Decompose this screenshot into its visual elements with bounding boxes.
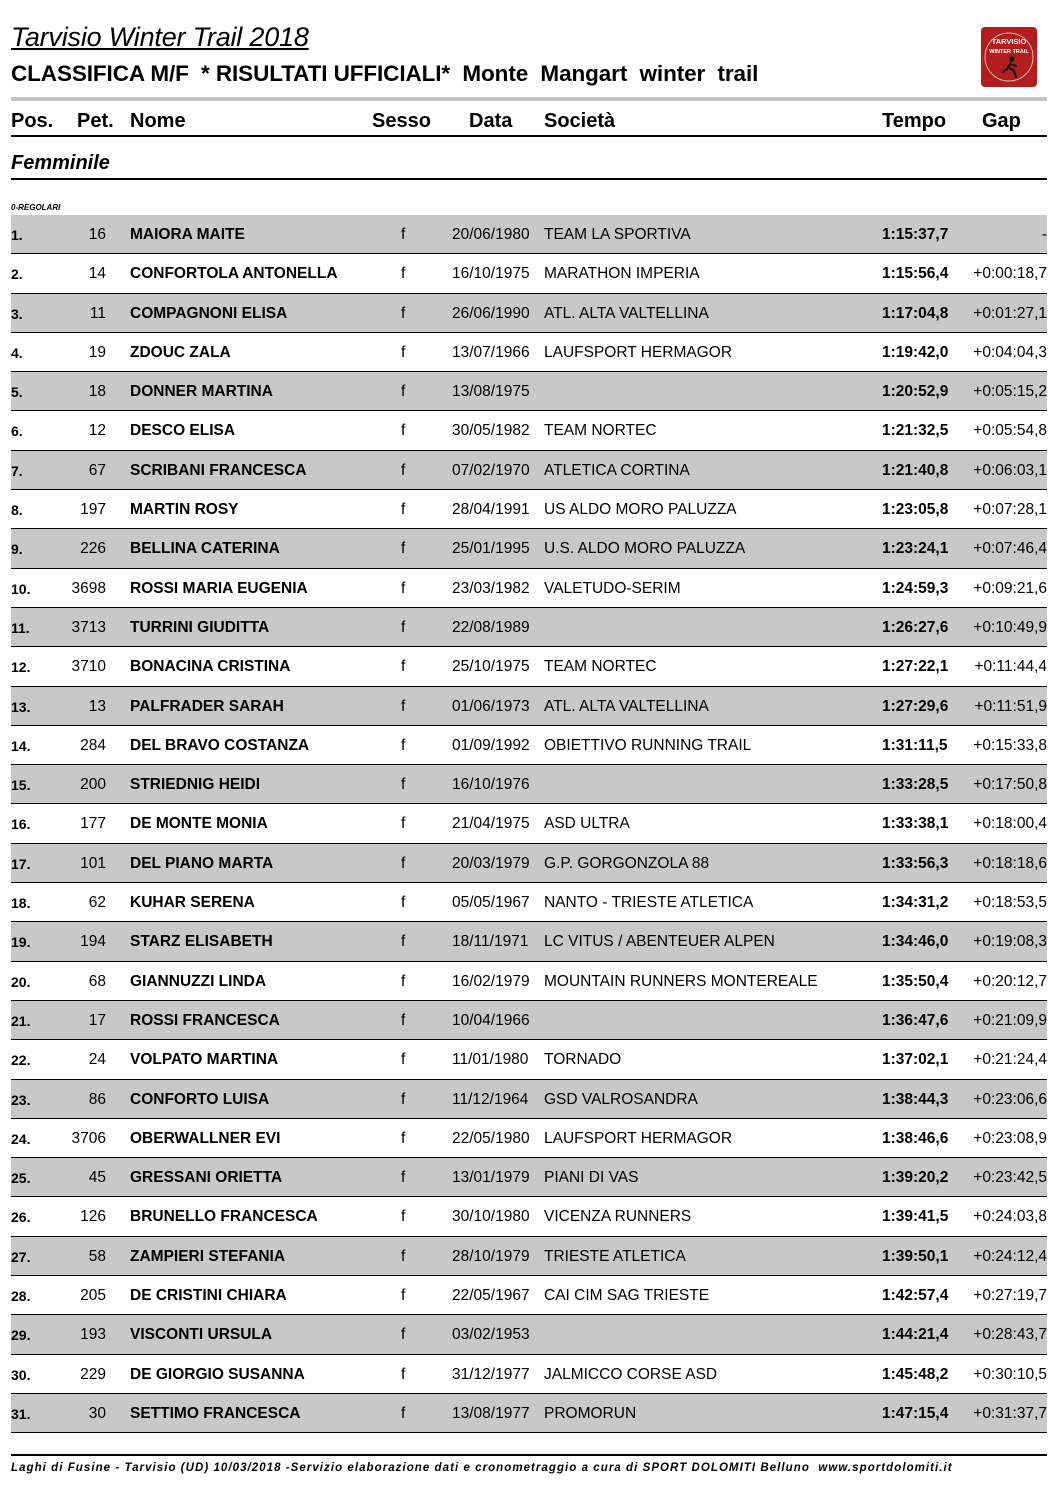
cell-tempo: 1:23:05,8: [882, 501, 949, 519]
cell-nome: BRUNELLO FRANCESCA: [130, 1208, 318, 1226]
table-row: [11, 1237, 1047, 1276]
cell-tempo: 1:21:40,8: [882, 461, 949, 479]
cell-data: 13/08/1977: [452, 1404, 530, 1422]
table-row: [11, 1119, 1047, 1158]
section-rule: [11, 178, 1047, 180]
cell-nome: KUHAR SERENA: [130, 894, 255, 912]
cell-tempo: 1:36:47,6: [882, 1011, 949, 1029]
cell-data: 30/05/1982: [452, 422, 530, 440]
column-header-rule: [11, 135, 1047, 137]
cell-nome: ZDOUC ZALA: [130, 343, 231, 361]
cell-data: 21/04/1975: [452, 815, 530, 833]
cell-nome: SETTIMO FRANCESCA: [130, 1404, 301, 1422]
cell-societa: ATL. ALTA VALTELLINA: [544, 697, 709, 715]
cell-tempo: 1:27:29,6: [882, 697, 949, 715]
cell-data: 18/11/1971: [452, 933, 529, 951]
cell-pos: 27.: [11, 1248, 31, 1265]
cell-gap: +0:07:46,4: [973, 540, 1047, 558]
cell-sesso: f: [401, 1365, 406, 1383]
cell-nome: DESCO ELISA: [130, 422, 236, 440]
cell-gap: +0:23:08,9: [973, 1129, 1047, 1147]
cell-pet: 193: [80, 1326, 106, 1344]
cell-gap: +0:10:49,9: [973, 618, 1047, 636]
table-row: [11, 1040, 1047, 1079]
table-row: [11, 844, 1047, 883]
cell-tempo: 1:39:50,1: [882, 1247, 949, 1265]
cell-nome: VISCONTI URSULA: [130, 1326, 273, 1344]
table-row: [11, 451, 1047, 490]
cell-societa: TORNADO: [544, 1051, 622, 1069]
cell-societa: OBIETTIVO RUNNING TRAIL: [544, 736, 752, 754]
cell-data: 16/10/1975: [452, 265, 530, 283]
cell-sesso: f: [401, 1169, 406, 1187]
footer-text: Laghi di Fusine - Tarvisio (UD) 10/03/2018 -Servizio elaborazione dati e cronometraggio a cura di SPORT DOLOMITI Belluno www.sportdolomiti.it: [11, 1462, 953, 1474]
cell-data: 16/10/1976: [452, 776, 530, 794]
cell-data: 20/03/1979: [452, 854, 530, 872]
cell-pos: 22.: [11, 1052, 31, 1069]
page-subtitle: CLASSIFICA M/F * RISULTATI UFFICIALI* Monte Mangart winter trail: [11, 61, 759, 86]
table-row: [11, 254, 1047, 293]
cell-gap: +0:05:54,8: [973, 422, 1047, 440]
column-headers: [11, 108, 1047, 136]
cell-pos: 20.: [11, 973, 31, 990]
cell-tempo: 1:42:57,4: [882, 1287, 949, 1305]
cell-tempo: 1:24:59,3: [882, 579, 949, 597]
cell-societa: LAUFSPORT HERMAGOR: [544, 343, 733, 361]
cell-sesso: f: [401, 1404, 406, 1422]
cell-gap: +0:17:50,8: [973, 776, 1047, 794]
cell-sesso: f: [401, 343, 406, 361]
cell-societa: ATL. ALTA VALTELLINA: [544, 304, 709, 322]
cell-pet: 126: [80, 1208, 106, 1226]
cell-pet: 3713: [71, 618, 106, 636]
cell-sesso: f: [401, 1326, 406, 1344]
cell-pet: 197: [80, 501, 106, 519]
cell-nome: ROSSI MARIA EUGENIA: [130, 579, 308, 597]
cell-societa: TEAM NORTEC: [544, 422, 657, 440]
cell-pet: 62: [88, 894, 106, 912]
cell-sesso: f: [401, 304, 406, 322]
cell-tempo: 1:15:37,7: [882, 226, 949, 243]
cell-data: 25/10/1975: [452, 658, 530, 676]
cell-pos: 12.: [11, 659, 31, 676]
cell-gap: +0:28:43,7: [973, 1326, 1047, 1344]
cell-nome: COMPAGNONI ELISA: [130, 304, 288, 322]
cell-data: 05/05/1967: [452, 894, 530, 912]
cell-sesso: f: [401, 1090, 406, 1108]
cell-gap: +0:00:18,7: [973, 265, 1047, 283]
cell-pos: 3.: [11, 305, 23, 322]
cell-nome: TURRINI GIUDITTA: [130, 618, 270, 636]
cell-societa: VALETUDO-SERIM: [544, 579, 681, 597]
cell-pos: 16.: [11, 816, 31, 833]
cell-tempo: 1:27:22,1: [882, 658, 949, 676]
cell-data: 11/01/1980: [452, 1051, 529, 1069]
results-table: [11, 215, 1047, 1433]
cell-sesso: f: [401, 697, 406, 715]
col-data: Data: [469, 110, 513, 132]
cell-sesso: f: [401, 1051, 406, 1069]
table-row: [11, 294, 1047, 333]
table-row: [11, 411, 1047, 450]
cell-pos: 9.: [11, 541, 23, 558]
table-row: [11, 1315, 1047, 1354]
cell-data: 22/05/1967: [452, 1287, 530, 1305]
cell-gap: +0:15:33,8: [973, 736, 1047, 754]
cell-pet: 17: [88, 1011, 106, 1029]
cell-pos: 15.: [11, 777, 31, 794]
cell-pos: 1.: [11, 227, 23, 243]
cell-pet: 30: [88, 1404, 106, 1422]
cell-gap: +0:09:21,6: [973, 579, 1047, 597]
cell-pet: 226: [80, 540, 106, 558]
col-societa: Società: [544, 110, 616, 132]
cell-nome: MAIORA MAITE: [130, 226, 245, 243]
cell-tempo: 1:38:44,3: [882, 1090, 949, 1108]
cell-pet: 86: [88, 1090, 106, 1108]
cell-nome: ROSSI FRANCESCA: [130, 1011, 280, 1029]
cell-sesso: f: [401, 815, 406, 833]
cell-gap: -: [1041, 226, 1047, 243]
cell-pet: 194: [80, 933, 106, 951]
table-row: [11, 333, 1047, 372]
cell-tempo: 1:33:28,5: [882, 776, 949, 794]
cell-nome: ZAMPIERI STEFANIA: [130, 1247, 286, 1265]
cell-societa: NANTO - TRIESTE ATLETICA: [544, 894, 754, 912]
cell-tempo: 1:38:46,6: [882, 1129, 949, 1147]
cell-pet: 229: [80, 1365, 106, 1383]
page-title: Tarvisio Winter Trail 2018: [11, 22, 309, 52]
cell-tempo: 1:34:46,0: [882, 933, 949, 951]
cell-pos: 28.: [11, 1288, 31, 1305]
section-title: Femminile: [11, 152, 110, 174]
cell-nome: BELLINA CATERINA: [130, 540, 280, 558]
table-row: [11, 1080, 1047, 1119]
cell-sesso: f: [401, 1247, 406, 1265]
cell-nome: DEL PIANO MARTA: [130, 854, 274, 872]
cell-pet: 11: [89, 304, 106, 322]
logo-line-1: TARVISIO: [991, 37, 1027, 46]
cell-gap: +0:23:06,6: [973, 1090, 1047, 1108]
cell-societa: PIANI DI VAS: [544, 1169, 639, 1187]
cell-gap: +0:24:03,8: [973, 1208, 1047, 1226]
cell-societa: MOUNTAIN RUNNERS MONTEREALE: [544, 972, 818, 990]
cell-nome: DE GIORGIO SUSANNA: [130, 1365, 305, 1383]
cell-tempo: 1:37:02,1: [882, 1051, 949, 1069]
cell-nome: OBERWALLNER EVI: [130, 1129, 281, 1147]
cell-sesso: f: [401, 854, 406, 872]
cell-societa: U.S. ALDO MORO PALUZZA: [544, 540, 746, 558]
cell-nome: GIANNUZZI LINDA: [130, 972, 267, 990]
cell-gap: +0:06:03,1: [973, 461, 1047, 479]
table-row: [11, 1001, 1047, 1040]
cell-tempo: 1:45:48,2: [882, 1365, 949, 1383]
cell-pet: 18: [88, 383, 106, 401]
cell-societa: VICENZA RUNNERS: [544, 1208, 692, 1226]
header-divider: [11, 97, 1047, 101]
cell-tempo: 1:34:31,2: [882, 894, 949, 912]
cell-tempo: 1:20:52,9: [882, 383, 949, 401]
cell-gap: +0:11:51,9: [974, 697, 1047, 715]
cell-gap: +0:01:27,1: [973, 304, 1047, 322]
cell-pos: 7.: [11, 462, 23, 479]
cell-pet: 16: [88, 226, 106, 243]
table-row: [11, 529, 1047, 568]
cell-tempo: 1:15:56,4: [882, 265, 949, 283]
cell-tempo: 1:17:04,8: [882, 304, 949, 322]
table-row: [11, 1355, 1047, 1394]
cell-data: 01/06/1973: [452, 697, 530, 715]
table-row: [11, 215, 1047, 254]
cell-nome: DE CRISTINI CHIARA: [130, 1287, 287, 1305]
cell-pos: 19.: [11, 934, 31, 951]
cell-sesso: f: [401, 383, 406, 401]
cell-pos: 5.: [11, 384, 23, 401]
cell-sesso: f: [401, 461, 406, 479]
cell-data: 28/10/1979: [452, 1247, 530, 1265]
cell-gap: +0:24:12,4: [973, 1247, 1047, 1265]
cell-nome: DONNER MARTINA: [130, 383, 273, 401]
col-gap: Gap: [982, 110, 1021, 132]
cell-data: 10/04/1966: [452, 1011, 530, 1029]
cell-gap: +0:07:28,1: [973, 501, 1047, 519]
table-row: [11, 765, 1047, 804]
cell-data: 22/05/1980: [452, 1129, 530, 1147]
cell-pos: 21.: [11, 1012, 31, 1029]
cell-pos: 25.: [11, 1170, 31, 1187]
table-row: [11, 883, 1047, 922]
cell-pos: 4.: [11, 344, 23, 361]
col-pet: Pet.: [77, 110, 114, 132]
cell-nome: DEL BRAVO COSTANZA: [130, 736, 310, 754]
table-row: [11, 569, 1047, 608]
logo-line-2: WINTER TRAIL: [989, 49, 1029, 55]
cell-nome: STARZ ELISABETH: [130, 933, 273, 951]
cell-pos: 10.: [11, 580, 31, 597]
cell-nome: DE MONTE MONIA: [130, 815, 268, 833]
cell-gap: +0:30:10,5: [973, 1365, 1047, 1383]
cell-sesso: f: [401, 1287, 406, 1305]
cell-sesso: f: [401, 579, 406, 597]
table-row: [11, 1197, 1047, 1236]
table-row: [11, 490, 1047, 529]
cell-pet: 12: [88, 422, 106, 440]
table-row: [11, 962, 1047, 1001]
cell-societa: TRIESTE ATLETICA: [544, 1247, 686, 1265]
cell-pet: 13: [88, 697, 106, 715]
cell-pet: 45: [88, 1169, 106, 1187]
cell-tempo: 1:26:27,6: [882, 618, 949, 636]
cell-gap: +0:19:08,3: [973, 933, 1047, 951]
cell-tempo: 1:31:11,5: [882, 736, 948, 754]
cell-tempo: 1:47:15,4: [882, 1404, 949, 1422]
cell-data: 23/03/1982: [452, 579, 530, 597]
cell-pet: 3710: [71, 658, 106, 676]
cell-data: 07/02/1970: [452, 461, 530, 479]
cell-gap: +0:18:00,4: [973, 815, 1047, 833]
cell-pos: 6.: [11, 423, 23, 440]
table-row: [11, 804, 1047, 843]
cell-societa: LAUFSPORT HERMAGOR: [544, 1129, 733, 1147]
cell-data: 16/02/1979: [452, 972, 530, 990]
cell-pos: 13.: [11, 698, 31, 715]
cell-nome: SCRIBANI FRANCESCA: [130, 461, 307, 479]
cell-nome: PALFRADER SARAH: [130, 697, 284, 715]
cell-pos: 14.: [11, 737, 31, 754]
cell-nome: VOLPATO MARTINA: [130, 1051, 279, 1069]
cell-tempo: 1:39:20,2: [882, 1169, 949, 1187]
cell-data: 22/08/1989: [452, 618, 530, 636]
cell-nome: CONFORTO LUISA: [130, 1090, 270, 1108]
cell-gap: +0:18:53,5: [973, 894, 1047, 912]
cell-sesso: f: [401, 1011, 406, 1029]
cell-sesso: f: [401, 618, 406, 636]
cell-sesso: f: [401, 265, 406, 283]
cell-societa: G.P. GORGONZOLA 88: [544, 854, 710, 872]
cell-tempo: 1:23:24,1: [882, 540, 949, 558]
cell-nome: GRESSANI ORIETTA: [130, 1169, 283, 1187]
cell-data: 30/10/1980: [452, 1208, 530, 1226]
cell-pos: 30.: [11, 1366, 31, 1383]
cell-societa: TEAM LA SPORTIVA: [544, 226, 691, 243]
table-row: [11, 1158, 1047, 1197]
col-sesso: Sesso: [372, 110, 431, 132]
col-pos: Pos.: [11, 110, 54, 132]
cell-sesso: f: [401, 776, 406, 794]
table-row: [11, 608, 1047, 647]
cell-gap: +0:04:04,3: [973, 343, 1047, 361]
cell-gap: +0:11:44,4: [974, 658, 1047, 676]
cell-tempo: 1:35:50,4: [882, 972, 949, 990]
cell-societa: ASD ULTRA: [544, 815, 630, 833]
cell-data: 13/07/1966: [452, 343, 530, 361]
cell-tempo: 1:44:21,4: [882, 1326, 949, 1344]
cell-gap: +0:27:19,7: [973, 1287, 1047, 1305]
table-row: [11, 1276, 1047, 1315]
cell-sesso: f: [401, 1129, 406, 1147]
cell-nome: BONACINA CRISTINA: [130, 658, 291, 676]
cell-pet: 67: [88, 461, 106, 479]
cell-sesso: f: [401, 1208, 406, 1226]
cell-gap: +0:31:37,7: [973, 1404, 1047, 1422]
cell-pet: 58: [88, 1247, 106, 1265]
cell-tempo: 1:39:41,5: [882, 1208, 949, 1226]
cell-societa: JALMICCO CORSE ASD: [544, 1365, 718, 1383]
cell-societa: US ALDO MORO PALUZZA: [544, 501, 737, 519]
cell-nome: STRIEDNIG HEIDI: [130, 776, 261, 794]
cell-data: 20/06/1980: [452, 226, 530, 243]
cell-pos: 2.: [11, 266, 23, 283]
cell-pos: 23.: [11, 1091, 31, 1108]
cell-societa: CAI CIM SAG TRIESTE: [544, 1287, 710, 1305]
cell-data: 31/12/1977: [452, 1365, 530, 1383]
cell-data: 28/04/1991: [452, 501, 530, 519]
col-tempo: Tempo: [882, 110, 947, 132]
cell-pos: 17.: [11, 855, 31, 872]
table-row: [11, 726, 1047, 765]
cell-pet: 200: [80, 776, 106, 794]
cell-gap: +0:21:24,4: [973, 1051, 1047, 1069]
cell-pet: 101: [80, 854, 106, 872]
event-logo: [981, 27, 1037, 87]
cell-pos: 18.: [11, 895, 31, 912]
cell-sesso: f: [401, 894, 406, 912]
cell-societa: ATLETICA CORTINA: [544, 461, 690, 479]
cell-sesso: f: [401, 226, 406, 243]
cell-pet: 3698: [71, 579, 106, 597]
cell-data: 13/08/1975: [452, 383, 530, 401]
table-row: [11, 687, 1047, 726]
cell-tempo: 1:33:56,3: [882, 854, 949, 872]
cell-pos: 24.: [11, 1130, 31, 1147]
cell-pet: 3706: [71, 1129, 106, 1147]
cell-gap: +0:23:42,5: [973, 1169, 1047, 1187]
cell-sesso: f: [401, 422, 406, 440]
table-row: [11, 922, 1047, 961]
cell-pet: 68: [88, 972, 106, 990]
cell-gap: +0:05:15,2: [973, 383, 1047, 401]
cell-pet: 19: [88, 343, 106, 361]
cell-sesso: f: [401, 736, 406, 754]
cell-sesso: f: [401, 658, 406, 676]
table-row: [11, 1394, 1047, 1433]
cell-sesso: f: [401, 933, 406, 951]
cell-gap: +0:18:18,6: [973, 854, 1047, 872]
cell-societa: TEAM NORTEC: [544, 658, 657, 676]
cell-pos: 26.: [11, 1209, 31, 1226]
cell-societa: PROMORUN: [544, 1404, 637, 1422]
cell-tempo: 1:21:32,5: [882, 422, 949, 440]
cell-tempo: 1:33:38,1: [882, 815, 949, 833]
cell-gap: +0:21:09,9: [973, 1011, 1047, 1029]
table-row: [11, 372, 1047, 411]
cell-societa: LC VITUS / ABENTEUER ALPEN: [544, 933, 775, 951]
cell-data: 11/12/1964: [452, 1090, 529, 1108]
cell-societa: MARATHON IMPERIA: [544, 265, 700, 283]
cell-societa: GSD VALROSANDRA: [544, 1090, 698, 1108]
runner-icon: [981, 27, 1037, 87]
group-label: 0-REGOLARI: [11, 203, 61, 212]
cell-sesso: f: [401, 540, 406, 558]
cell-data: 25/01/1995: [452, 540, 530, 558]
cell-pet: 205: [80, 1287, 106, 1305]
cell-nome: MARTIN ROSY: [130, 501, 239, 519]
cell-gap: +0:20:12,7: [973, 972, 1047, 990]
cell-pos: 8.: [11, 502, 23, 519]
cell-data: 26/06/1990: [452, 304, 530, 322]
cell-sesso: f: [401, 501, 406, 519]
cell-data: 01/09/1992: [452, 736, 530, 754]
cell-data: 03/02/1953: [452, 1326, 530, 1344]
cell-tempo: 1:19:42,0: [882, 343, 949, 361]
cell-sesso: f: [401, 972, 406, 990]
table-row: [11, 647, 1047, 686]
cell-pet: 24: [88, 1051, 106, 1069]
cell-pos: 31.: [11, 1405, 31, 1422]
cell-pet: 14: [88, 265, 106, 283]
cell-pos: 29.: [11, 1327, 31, 1344]
cell-data: 13/01/1979: [452, 1169, 530, 1187]
col-nome: Nome: [130, 110, 186, 132]
cell-pos: 11.: [11, 619, 30, 636]
cell-nome: CONFORTOLA ANTONELLA: [130, 265, 338, 283]
cell-pet: 177: [80, 815, 106, 833]
footer-rule: [11, 1454, 1047, 1456]
cell-pet: 284: [80, 736, 106, 754]
